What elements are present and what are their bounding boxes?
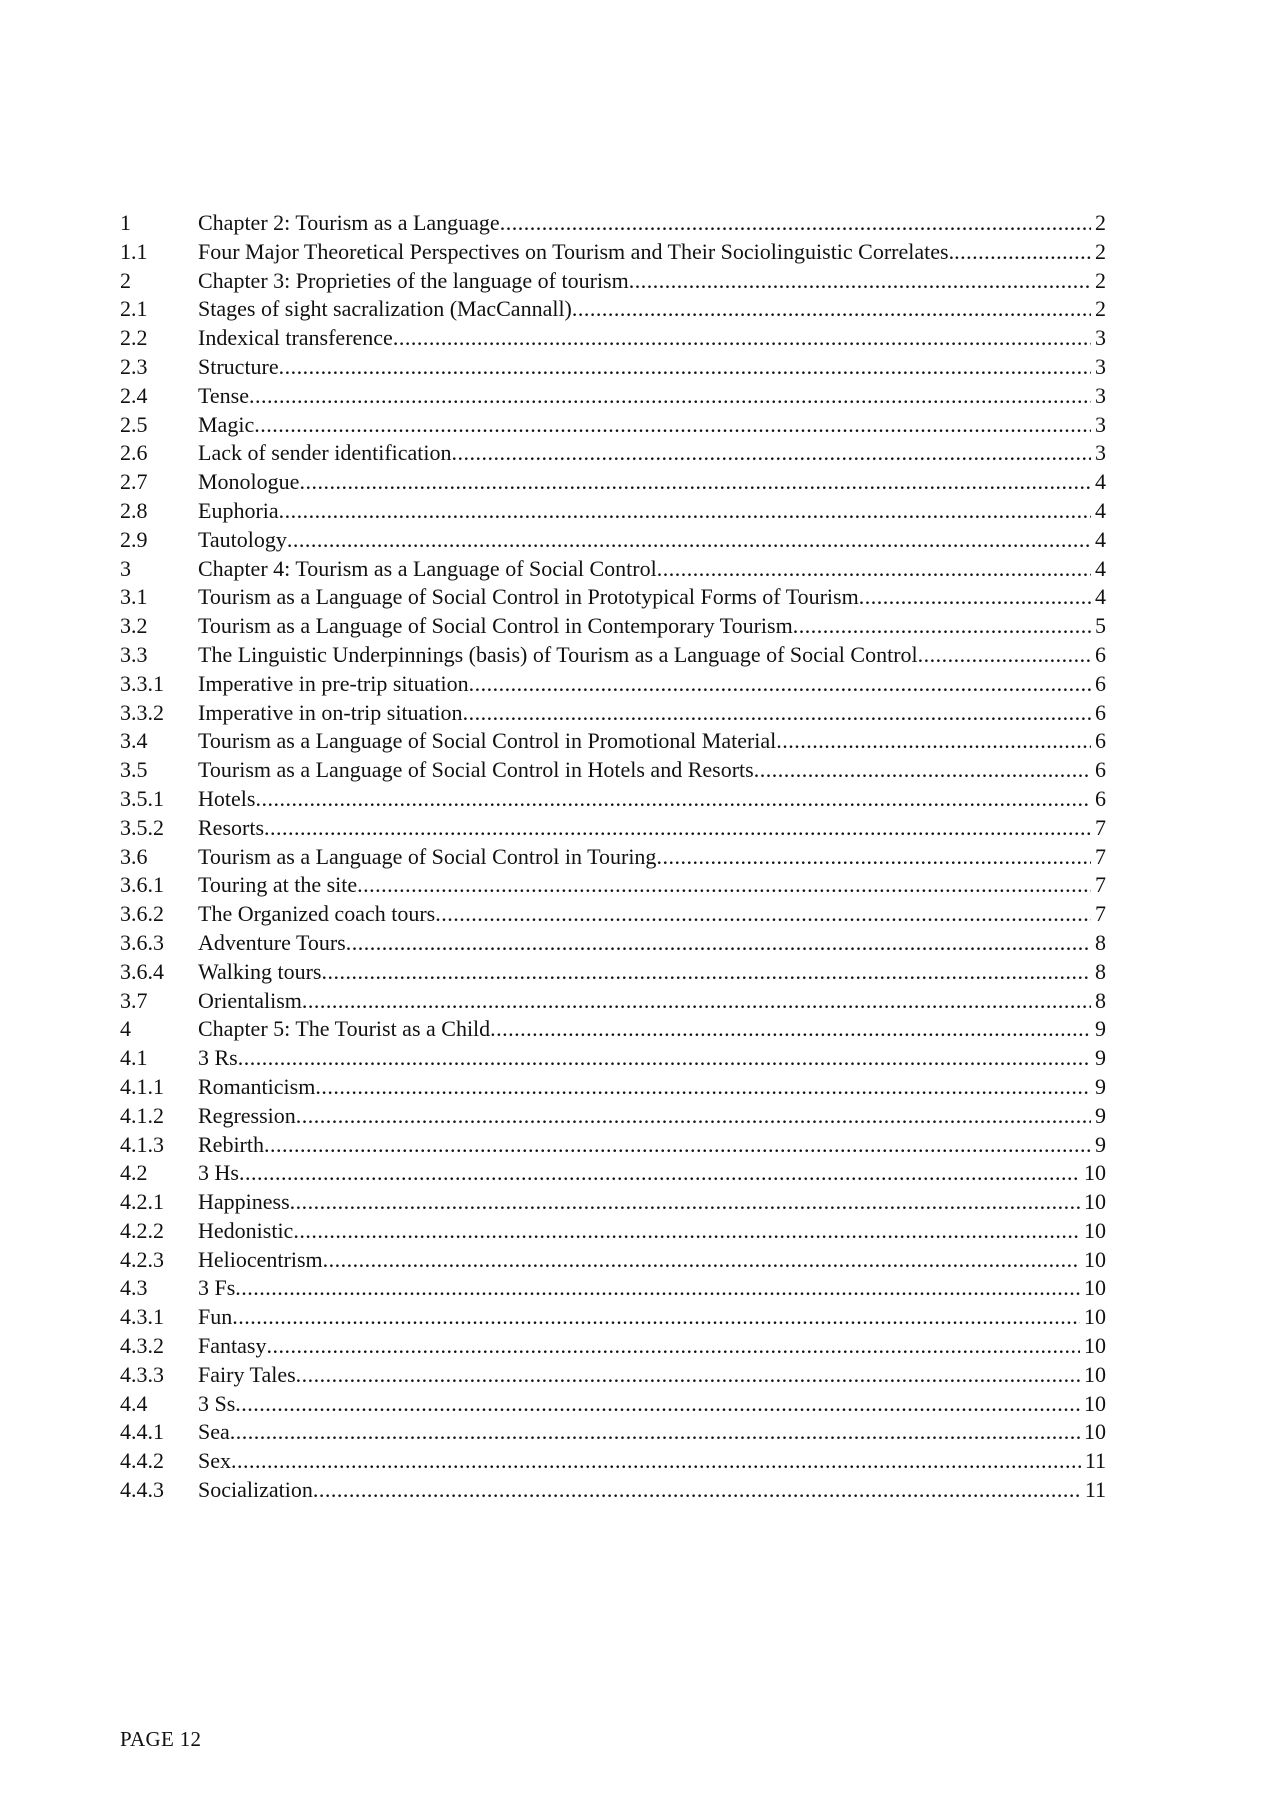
toc-entry-page: 3	[1095, 411, 1106, 437]
toc-entry-number: 2.1	[120, 296, 148, 322]
toc-entry[interactable]	[120, 1332, 1106, 1361]
toc-entry-page: 10	[1084, 1160, 1106, 1186]
toc-entry-body	[198, 1303, 1080, 1332]
dot-leader	[287, 526, 1091, 555]
toc-entry-page: 6	[1095, 728, 1106, 754]
dot-leader	[500, 209, 1091, 238]
toc-entry-title: Tourism as a Language of Social Control in Contemporary Tourism	[198, 613, 793, 639]
dot-leader	[231, 1447, 1081, 1476]
toc-entry-number: 2.8	[120, 497, 148, 523]
toc-entry-body	[198, 295, 1091, 324]
toc-entry-number: 3.6.1	[120, 872, 164, 898]
toc-entry-title: Stages of sight sacralization (MacCannall)	[198, 296, 572, 322]
toc-entry-page: 4	[1095, 555, 1106, 581]
dot-leader	[235, 1274, 1080, 1303]
dot-leader	[452, 439, 1091, 468]
toc-entry-page: 11	[1084, 1448, 1106, 1474]
toc-entry-title: Walking tours	[198, 958, 322, 984]
dot-leader	[296, 1361, 1080, 1390]
toc-entry-number: 4.3	[120, 1275, 148, 1301]
toc-entry[interactable]	[120, 1073, 1106, 1102]
toc-entry-body	[198, 929, 1091, 958]
toc-entry-page: 9	[1095, 1073, 1106, 1099]
toc-entry-body	[198, 756, 1091, 785]
toc-entry-page: 3	[1095, 353, 1106, 379]
toc-entry-page: 11	[1084, 1477, 1106, 1503]
toc-entry-title: Imperative in pre-trip situation	[198, 670, 469, 696]
toc-entry-body	[198, 1159, 1080, 1188]
toc-entry-body	[198, 727, 1091, 756]
toc-entry-page: 10	[1084, 1333, 1106, 1359]
dot-leader	[776, 727, 1091, 756]
toc-entry-number: 4.1	[120, 1045, 148, 1071]
toc-entry-title: Socialization	[198, 1477, 313, 1503]
toc-entry-title: Chapter 2: Tourism as a Language	[198, 210, 500, 235]
toc-entry-number: 4	[120, 1016, 131, 1042]
page-label: PAGE	[120, 1727, 175, 1751]
toc-entry-number: 3.5.2	[120, 814, 164, 840]
toc-entry-body	[198, 900, 1091, 929]
dot-leader	[230, 1418, 1080, 1447]
toc-entry-number: 3.6.3	[120, 929, 164, 955]
toc-entry-body	[198, 1131, 1091, 1160]
dot-leader	[463, 699, 1091, 728]
toc-entry[interactable]	[120, 1361, 1106, 1390]
toc-entry-page: 8	[1095, 929, 1106, 955]
toc-entry[interactable]	[120, 1015, 1106, 1044]
toc-entry-page: 8	[1095, 958, 1106, 984]
page-number: 12	[179, 1727, 202, 1751]
toc-entry-title: Heliocentrism	[198, 1246, 323, 1272]
toc-entry-body	[198, 526, 1091, 555]
toc-entry[interactable]	[120, 1217, 1106, 1246]
toc-entry-body	[198, 814, 1091, 843]
toc-entry-title: Lack of sender identification	[198, 440, 452, 466]
toc-entry-number: 2.7	[120, 469, 148, 495]
dot-leader	[279, 353, 1091, 382]
toc-entry-body	[198, 353, 1091, 382]
toc-entry-title: Romanticism	[198, 1073, 316, 1099]
dot-leader	[235, 1390, 1080, 1419]
toc-entry-title: Tourism as a Language of Social Control in Promotional Material	[198, 728, 777, 754]
toc-entry-number: 4.2.2	[120, 1217, 164, 1243]
toc-entry-page: 4	[1095, 584, 1106, 610]
toc-entry-body	[198, 871, 1091, 900]
toc-entry-body	[198, 785, 1091, 814]
toc-entry-body	[198, 670, 1091, 699]
toc-entry-page: 6	[1095, 699, 1106, 725]
toc-entry-body	[198, 439, 1091, 468]
toc-entry-body	[198, 497, 1091, 526]
toc-entry-title: Tourism as a Language of Social Control in Hotels and Resorts	[198, 757, 754, 783]
toc-entry-title: Regression	[198, 1102, 296, 1128]
dot-leader	[315, 1073, 1091, 1102]
toc-entry-title: Hedonistic	[198, 1217, 294, 1243]
dot-leader	[346, 929, 1091, 958]
toc-entry-number: 4.1.2	[120, 1102, 164, 1128]
toc-entry-page: 10	[1084, 1275, 1106, 1301]
toc-entry-number: 3.3.2	[120, 699, 164, 725]
toc-entry-title: Magic	[198, 411, 255, 437]
toc-entry[interactable]	[120, 641, 1106, 670]
toc-entry-page: 10	[1084, 1304, 1106, 1330]
dot-leader	[313, 1476, 1081, 1505]
toc-entry-title: Structure	[198, 353, 279, 379]
toc-entry-number: 2	[120, 267, 131, 293]
toc-entry-title: 3 Hs	[198, 1160, 239, 1186]
toc-entry[interactable]	[120, 871, 1106, 900]
toc-entry-title: Indexical transference	[198, 325, 393, 351]
dot-leader	[793, 612, 1091, 641]
toc-entry-page: 10	[1084, 1419, 1106, 1445]
dot-leader	[264, 814, 1091, 843]
toc-entry-number: 2.5	[120, 411, 148, 437]
toc-entry-body	[198, 1447, 1081, 1476]
dot-leader	[435, 900, 1091, 929]
toc-entry-page: 3	[1095, 325, 1106, 351]
toc-entry-number: 4.3.3	[120, 1361, 164, 1387]
toc-entry-title: Happiness	[198, 1189, 290, 1215]
dot-leader	[238, 1044, 1091, 1073]
toc-entry-title: Chapter 3: Proprieties of the language of tourism	[198, 267, 629, 293]
toc-entry-page: 9	[1095, 1016, 1106, 1042]
dot-leader	[322, 958, 1092, 987]
toc-entry[interactable]	[120, 1390, 1106, 1419]
toc-entry-number: 3.2	[120, 613, 148, 639]
toc-entry-page: 8	[1095, 987, 1106, 1013]
dot-leader	[290, 1188, 1080, 1217]
toc-entry-body	[198, 555, 1091, 584]
toc-entry[interactable]	[120, 1044, 1106, 1073]
toc-entry-number: 2.2	[120, 325, 148, 351]
toc-entry-body	[198, 1390, 1080, 1419]
toc-entry-number: 4.4.2	[120, 1448, 164, 1474]
dot-leader	[629, 267, 1091, 296]
toc-entry[interactable]	[120, 1246, 1106, 1275]
toc-entry[interactable]	[120, 1159, 1106, 1188]
toc-entry[interactable]	[120, 727, 1106, 756]
dot-leader	[299, 468, 1091, 497]
toc-entry-number: 2.6	[120, 440, 148, 466]
toc-entry[interactable]	[120, 209, 1106, 238]
toc-entry-body	[198, 987, 1091, 1016]
toc-entry-page: 10	[1084, 1217, 1106, 1243]
toc-entry-page: 2	[1095, 210, 1106, 235]
dot-leader	[264, 1131, 1091, 1160]
toc-entry-page: 6	[1095, 641, 1106, 667]
dot-leader	[393, 324, 1091, 353]
toc-entry-title: Rebirth	[198, 1131, 264, 1157]
toc-entry[interactable]	[120, 1102, 1106, 1131]
toc-entry[interactable]	[120, 843, 1106, 872]
toc-entry-title: Resorts	[198, 814, 264, 840]
dot-leader	[859, 583, 1091, 612]
toc-entry-title: The Organized coach tours	[198, 901, 436, 927]
dot-leader	[323, 1246, 1080, 1275]
toc-entry[interactable]	[120, 267, 1106, 296]
toc-entry[interactable]	[120, 958, 1106, 987]
dot-leader	[296, 1102, 1091, 1131]
toc-entry-page: 4	[1095, 469, 1106, 495]
toc-entry[interactable]	[120, 1418, 1106, 1447]
toc-entry-title: The Linguistic Underpinnings (basis) of Tourism as a Language of Social Control	[198, 641, 918, 667]
toc-entry-title: Imperative in on-trip situation	[198, 699, 463, 725]
page-footer	[120, 1727, 201, 1752]
toc-entry[interactable]	[120, 497, 1106, 526]
toc-entry[interactable]	[120, 382, 1106, 411]
dot-leader	[918, 641, 1091, 670]
toc-entry-page: 10	[1084, 1246, 1106, 1272]
toc-entry[interactable]	[120, 1131, 1106, 1160]
toc-entry-number: 3.6.4	[120, 958, 164, 984]
toc-entry-page: 9	[1095, 1131, 1106, 1157]
table-of-contents	[120, 209, 1106, 1505]
toc-entry-body	[198, 411, 1091, 440]
dot-leader	[239, 1159, 1080, 1188]
dot-leader	[657, 555, 1091, 584]
toc-entry-title: Chapter 4: Tourism as a Language of Social Control	[198, 555, 657, 581]
toc-entry-title: Fairy Tales	[198, 1361, 296, 1387]
toc-entry-number: 1	[120, 210, 131, 235]
toc-entry[interactable]	[120, 814, 1106, 843]
toc-entry-number: 4.3.1	[120, 1304, 164, 1330]
toc-entry-body	[198, 267, 1091, 296]
toc-entry-number: 3	[120, 555, 131, 581]
dot-leader	[302, 987, 1091, 1016]
toc-entry-page: 5	[1095, 613, 1106, 639]
toc-entry-title: Sex	[198, 1448, 231, 1474]
toc-entry[interactable]	[120, 1188, 1106, 1217]
toc-entry-page: 10	[1084, 1361, 1106, 1387]
toc-entry[interactable]	[120, 987, 1106, 1016]
toc-entry-body	[198, 641, 1091, 670]
toc-entry-title: Adventure Tours	[198, 929, 346, 955]
toc-entry[interactable]	[120, 699, 1106, 728]
dot-leader	[254, 411, 1091, 440]
toc-entry-number: 2.3	[120, 353, 148, 379]
toc-entry-title: Euphoria	[198, 497, 279, 523]
toc-entry[interactable]	[120, 555, 1106, 584]
toc-entry-title: Tautology	[198, 526, 287, 552]
toc-entry-number: 3.1	[120, 584, 148, 610]
toc-entry[interactable]	[120, 612, 1106, 641]
toc-entry-number: 3.3	[120, 641, 148, 667]
toc-entry[interactable]	[120, 411, 1106, 440]
toc-entry-body	[198, 1015, 1091, 1044]
toc-entry-number: 4.2	[120, 1160, 148, 1186]
toc-entry[interactable]	[120, 295, 1106, 324]
dot-leader	[469, 670, 1091, 699]
toc-entry-body	[198, 209, 1091, 238]
toc-entry-page: 3	[1095, 382, 1106, 408]
toc-entry-number: 2.9	[120, 526, 148, 552]
toc-entry-body	[198, 843, 1091, 872]
toc-entry-body	[198, 1332, 1080, 1361]
dot-leader	[293, 1217, 1080, 1246]
toc-entry-page: 2	[1095, 296, 1106, 322]
dot-leader	[572, 295, 1091, 324]
toc-entry-number: 4.4	[120, 1390, 148, 1416]
toc-entry-page: 10	[1084, 1189, 1106, 1215]
toc-entry-title: 3 Rs	[198, 1045, 238, 1071]
toc-entry-number: 1.1	[120, 238, 148, 264]
toc-entry-page: 6	[1095, 785, 1106, 811]
toc-entry[interactable]	[120, 526, 1106, 555]
dot-leader	[656, 843, 1091, 872]
toc-entry-page: 2	[1095, 238, 1106, 264]
toc-entry-body	[198, 699, 1091, 728]
toc-entry-title: Hotels	[198, 785, 256, 811]
toc-entry-page: 4	[1095, 497, 1106, 523]
toc-entry-number: 4.2.1	[120, 1189, 164, 1215]
toc-entry[interactable]	[120, 756, 1106, 785]
toc-entry[interactable]	[120, 1476, 1106, 1505]
toc-entry-number: 2.4	[120, 382, 148, 408]
toc-entry-body	[198, 1476, 1081, 1505]
dot-leader	[255, 785, 1091, 814]
toc-entry-number: 3.7	[120, 987, 148, 1013]
toc-entry[interactable]	[120, 1274, 1106, 1303]
toc-entry-body	[198, 1274, 1080, 1303]
toc-entry-title: Monologue	[198, 469, 300, 495]
toc-entry-body	[198, 612, 1091, 641]
toc-entry-number: 4.1.3	[120, 1131, 164, 1157]
toc-entry-body	[198, 238, 1091, 267]
toc-entry-body	[198, 958, 1091, 987]
toc-entry[interactable]	[120, 238, 1106, 267]
toc-entry-title: Fantasy	[198, 1333, 267, 1359]
toc-entry-body	[198, 1217, 1080, 1246]
toc-entry[interactable]	[120, 468, 1106, 497]
toc-entry-page: 4	[1095, 526, 1106, 552]
toc-entry-title: 3 Ss	[198, 1390, 236, 1416]
toc-entry[interactable]	[120, 900, 1106, 929]
toc-entry-body	[198, 1044, 1091, 1073]
dot-leader	[954, 238, 1091, 267]
toc-entry-title: Sea	[198, 1419, 230, 1445]
toc-entry-body	[198, 1361, 1080, 1390]
dot-leader	[232, 1303, 1080, 1332]
toc-entry-body	[198, 1102, 1091, 1131]
toc-entry-body	[198, 1418, 1080, 1447]
toc-entry-body	[198, 1188, 1080, 1217]
toc-entry-body	[198, 1073, 1091, 1102]
toc-entry-title: Fun	[198, 1304, 233, 1330]
dot-leader	[249, 382, 1091, 411]
dot-leader	[490, 1015, 1091, 1044]
toc-entry-number: 3.5	[120, 757, 148, 783]
toc-entry[interactable]	[120, 324, 1106, 353]
toc-entry-number: 3.6.2	[120, 901, 164, 927]
dot-leader	[754, 756, 1091, 785]
toc-entry[interactable]	[120, 353, 1106, 382]
toc-entry-body	[198, 468, 1091, 497]
toc-entry-number: 4.3.2	[120, 1333, 164, 1359]
toc-entry[interactable]	[120, 929, 1106, 958]
toc-entry-number: 4.2.3	[120, 1246, 164, 1272]
toc-entry-body	[198, 1246, 1080, 1275]
toc-entry-title: Orientalism	[198, 987, 302, 1013]
toc-entry-body	[198, 583, 1091, 612]
toc-entry-page: 9	[1095, 1102, 1106, 1128]
toc-entry-number: 3.3.1	[120, 670, 164, 696]
toc-entry[interactable]	[120, 785, 1106, 814]
toc-entry-page: 2	[1095, 267, 1106, 293]
toc-entry-number: 4.4.3	[120, 1477, 164, 1503]
toc-entry[interactable]	[120, 439, 1106, 468]
toc-entry-page: 7	[1095, 872, 1106, 898]
toc-entry[interactable]	[120, 583, 1106, 612]
toc-entry-body	[198, 382, 1091, 411]
toc-entry-title: Tourism as a Language of Social Control in Touring	[198, 843, 657, 869]
toc-entry-number: 4.1.1	[120, 1073, 164, 1099]
toc-entry-number: 3.5.1	[120, 785, 164, 811]
toc-entry[interactable]	[120, 670, 1106, 699]
toc-entry[interactable]	[120, 1447, 1106, 1476]
toc-entry-title: Touring at the site	[198, 872, 358, 898]
toc-entry-body	[198, 324, 1091, 353]
toc-entry[interactable]	[120, 1303, 1106, 1332]
toc-entry-page: 6	[1095, 670, 1106, 696]
toc-entry-title: 3 Fs	[198, 1275, 236, 1301]
toc-entry-title: Tourism as a Language of Social Control in Prototypical Forms of Tourism	[198, 584, 859, 610]
toc-entry-number: 4.4.1	[120, 1419, 164, 1445]
toc-entry-title: Tense	[198, 382, 249, 408]
toc-entry-page: 7	[1095, 814, 1106, 840]
dot-leader	[279, 497, 1091, 526]
toc-entry-number: 3.6	[120, 843, 148, 869]
dot-leader	[357, 871, 1091, 900]
toc-entry-page: 9	[1095, 1045, 1106, 1071]
toc-entry-title: Chapter 5: The Tourist as a Child	[198, 1016, 491, 1042]
toc-entry-title: Four Major Theoretical Perspectives on Tourism and Their Sociolinguistic Correlates.	[198, 238, 955, 264]
toc-entry-page: 3	[1095, 440, 1106, 466]
dot-leader	[266, 1332, 1080, 1361]
toc-entry-number: 3.4	[120, 728, 148, 754]
toc-entry-page: 6	[1095, 757, 1106, 783]
toc-entry-page: 10	[1084, 1390, 1106, 1416]
toc-entry-page: 7	[1095, 843, 1106, 869]
toc-entry-page: 7	[1095, 901, 1106, 927]
